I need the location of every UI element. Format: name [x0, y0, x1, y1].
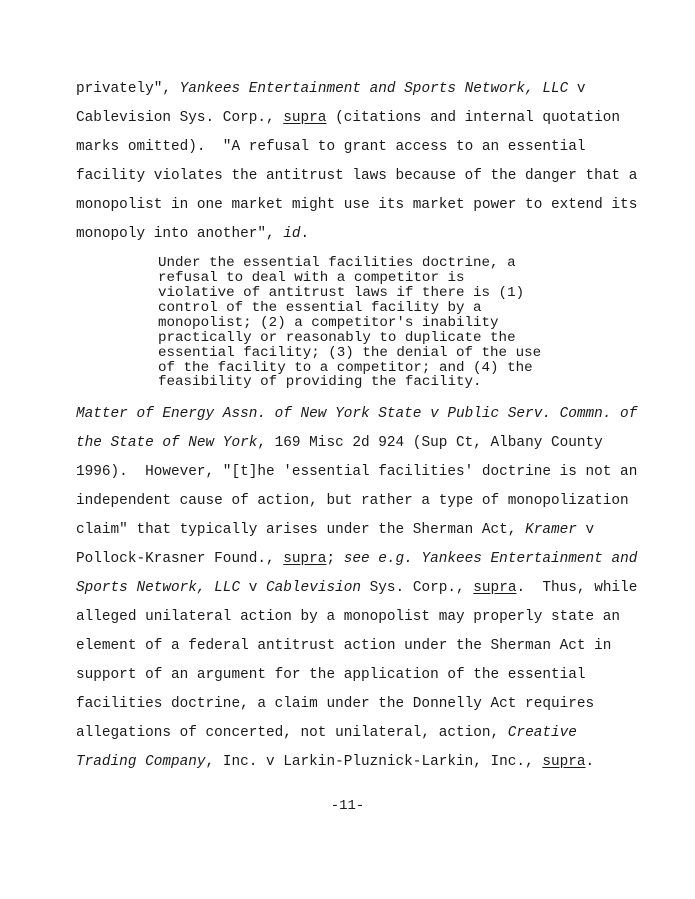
text-line: independent cause of action, but rather a type of monopolization [76, 493, 629, 509]
block-quote-line: Under the essential facilities doctrine, a [158, 255, 516, 271]
block-quote-line: control of the essential facility by a [158, 300, 482, 316]
text-line: claim" that typically arises under the Sherman Act, Kramer v [76, 522, 595, 538]
supra-citation: supra [542, 754, 586, 770]
block-quote-line: feasibility of providing the facility. [158, 374, 482, 390]
text-line: Cablevision Sys. Corp., supra (citations and internal quotation [76, 110, 621, 126]
block-quote-line: refusal to deal with a competitor is [158, 270, 465, 286]
block-quote-line: essential facility; (3) the denial of the use [158, 345, 542, 361]
block-quote-line: violative of antitrust laws if there is (1) [158, 285, 525, 301]
text-line: marks omitted). "A refusal to grant access to an essential [76, 139, 586, 155]
text-line: allegations of concerted, not unilateral, action, Creative [76, 725, 577, 741]
text-line: element of a federal antitrust action under the Sherman Act in [76, 638, 612, 654]
text-line: monopoly into another", id. [76, 226, 310, 242]
supra-citation: supra [283, 110, 327, 126]
page-number: -11- [330, 798, 365, 814]
id-citation: id [283, 226, 301, 242]
text-line: Sports Network, LLC v Cablevision Sys. Corp., supra. Thus, while [76, 580, 638, 596]
text-line: facility violates the antitrust laws because of the danger that a [76, 168, 638, 184]
text-line: alleged unilateral action by a monopolist may properly state an [76, 609, 621, 625]
case-name: Yankees Entertainment and Sports Network, LLC [179, 81, 569, 97]
text-line: Pollock-Krasner Found., supra; see e.g. Yankees Entertainment and [76, 551, 638, 567]
block-quote-line: of the facility to a competitor; and (4) the [158, 360, 533, 376]
text-line: the State of New York, 169 Misc 2d 924 (Sup Ct, Albany County [76, 435, 603, 451]
block-quote-line: practically or reasonably to duplicate the [158, 330, 516, 346]
supra-citation: supra [473, 580, 517, 596]
text-line: Trading Company, Inc. v Larkin-Pluznick-Larkin, Inc., supra. [76, 754, 595, 770]
block-quote-line: monopolist; (2) a competitor's inability [158, 315, 499, 331]
text-line: Matter of Energy Assn. of New York State v Public Serv. Commn. of [76, 406, 638, 422]
text-line: privately", Yankees Entertainment and Sports Network, LLC v [76, 81, 586, 97]
text-line: 1996). However, "[t]he 'essential facilities' doctrine is not an [76, 464, 638, 480]
text-line: facilities doctrine, a claim under the Donnelly Act requires [76, 696, 595, 712]
supra-citation: supra [283, 551, 327, 567]
text-line: support of an argument for the application of the essential [76, 667, 586, 683]
text-line: monopolist in one market might use its market power to extend its [76, 197, 638, 213]
